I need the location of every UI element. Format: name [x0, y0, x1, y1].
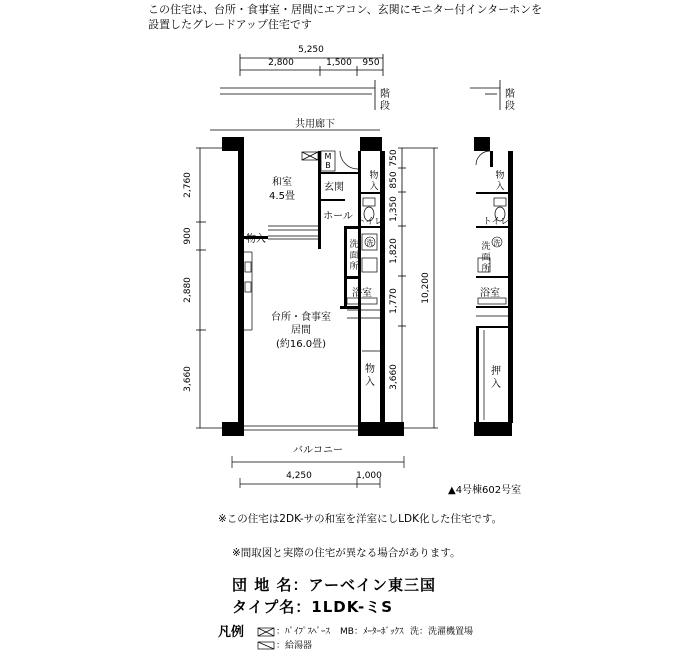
- note-2: ※間取図と実際の住宅が異なる場合があります。: [232, 547, 461, 559]
- left-dim-4: 3,660: [183, 366, 193, 392]
- legend-washer: 洗：洗濯機置場: [410, 627, 474, 637]
- secondary-storage-2: 入: [495, 182, 505, 192]
- secondary-washer-mark-label: 洗: [493, 239, 501, 247]
- room-washitsu-storage: 物入: [246, 234, 266, 245]
- top-dim-seg3: 950: [362, 58, 380, 68]
- legend-water-heater: ：給湯器: [276, 641, 313, 651]
- room-ldk-storage-2: 入: [365, 377, 375, 388]
- room-washitsu: 和室: [272, 177, 292, 188]
- note-1: ※この住宅は2DK-サの和室を洋室にしLDK化した住宅です。: [218, 513, 503, 525]
- unit-label: ▲4号棟602号室: [448, 485, 522, 496]
- room-mb-2: B: [325, 161, 331, 170]
- secondary-toilet: トイレ: [482, 217, 510, 227]
- secondary-oshiire-1: 押: [491, 366, 501, 377]
- room-wash-1: 洗: [349, 240, 359, 250]
- left-dim-3: 2,880: [183, 277, 193, 303]
- secondary-unit-walls: [474, 137, 513, 436]
- corridor-label: 共用廊下: [295, 119, 335, 130]
- right-dim-4: 1,820: [389, 238, 399, 264]
- room-wash-2: 面: [349, 251, 359, 261]
- room-toilet: トイレ: [356, 217, 384, 227]
- room-entrance-storage-1: 物: [369, 171, 379, 181]
- legend-symbols: [258, 628, 274, 649]
- left-dimension-lines: [196, 148, 232, 428]
- type-row: [232, 600, 393, 615]
- stairs-lines: [220, 80, 500, 110]
- room-bath: 浴室: [352, 288, 372, 299]
- left-dim-1: 2,760: [183, 172, 193, 198]
- top-dim-seg2: 1,500: [326, 58, 352, 68]
- secondary-oshiire-2: 入: [491, 379, 501, 390]
- top-dim-seg1: 2,800: [268, 58, 294, 68]
- estate-row: [232, 578, 436, 593]
- bottom-dim-1: 4,250: [286, 471, 312, 481]
- description-line-1: この住宅は、台所・食事室・居間にエアコン、玄関にモニター付インターホンを: [148, 3, 543, 16]
- legend-pipe-space: ：ﾊﾟｲﾌﾟｽﾍﾟｰｽ: [276, 627, 331, 637]
- secondary-bath: 浴室: [480, 288, 500, 299]
- right-dimension-lines: [398, 148, 438, 428]
- room-ldk-1: 台所・食事室: [271, 312, 331, 323]
- stairs-label-left-2: 段: [380, 101, 390, 112]
- balcony-label: バルコニー: [293, 445, 343, 456]
- right-dim-1: 750: [389, 149, 399, 167]
- legend-mb: MB：ﾒｰﾀｰﾎﾞｯｸｽ: [340, 627, 404, 637]
- secondary-wash-3: 所: [481, 264, 491, 274]
- stairs-label-left-1: 階: [380, 89, 390, 100]
- bottom-dim-2: 1,000: [356, 471, 382, 481]
- room-ldk-storage-1: 物: [365, 364, 375, 375]
- secondary-storage-1: 物: [495, 171, 505, 181]
- right-dim-2: 850: [389, 171, 399, 189]
- right-dim-6: 3,660: [389, 364, 399, 390]
- estate-value: アーベイン東三国: [308, 576, 437, 594]
- secondary-wash-2: 面: [481, 253, 491, 263]
- room-wash-3: 所: [349, 262, 359, 272]
- room-entrance-storage-2: 入: [369, 182, 379, 192]
- top-dim-total: 5,250: [298, 45, 324, 55]
- right-dim-total: 10,200: [421, 272, 431, 304]
- type-value: 1LDK-ミS: [311, 598, 394, 616]
- left-dim-2: 900: [183, 227, 193, 245]
- room-genkan: 玄関: [324, 182, 344, 193]
- right-dim-5: 1,770: [389, 288, 399, 314]
- estate-label: 団 地 名：: [232, 576, 309, 594]
- secondary-wash-1: 洗: [481, 242, 491, 252]
- room-ldk-3: (約16.0畳): [275, 339, 327, 350]
- room-ldk-2: 居間: [291, 325, 311, 336]
- room-mb-1: M: [324, 152, 332, 161]
- type-label: タイプ名：: [232, 598, 312, 616]
- legend-title: 凡例: [218, 625, 245, 640]
- stairs-label-right-2: 段: [505, 101, 515, 112]
- stairs-label-right-1: 階: [505, 89, 515, 100]
- room-washitsu-size: 4.5畳: [269, 191, 295, 202]
- washer-mark-label: 洗: [366, 239, 374, 247]
- description-line-2: 設置したグレードアップ住宅です: [148, 18, 312, 31]
- room-hall: ホール: [323, 211, 353, 222]
- right-dim-3: 1,350: [389, 196, 399, 222]
